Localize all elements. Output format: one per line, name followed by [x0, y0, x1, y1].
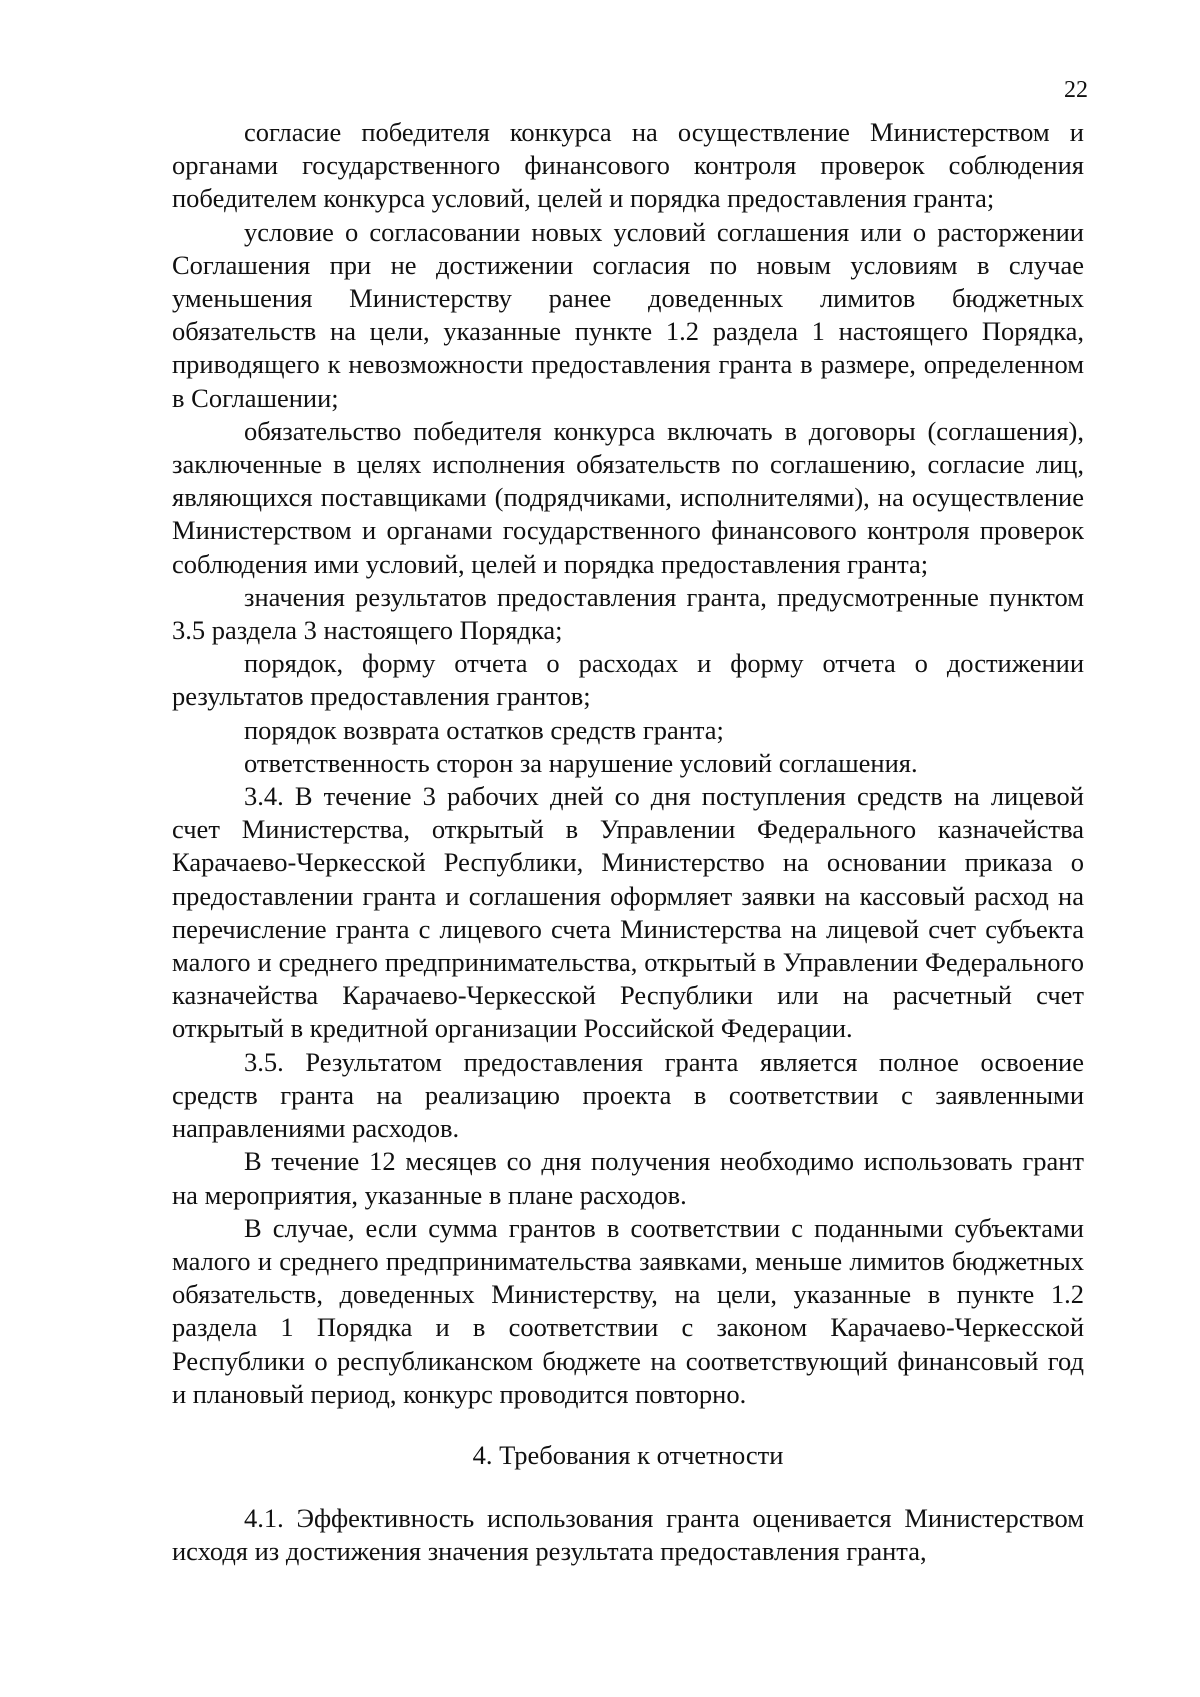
paragraph: 3.5. Результатом предоставления гранта является полное освоение средств гранта на реализацию проекта в соответствии с заявленными направлениями расходов.	[172, 1046, 1084, 1144]
page-number: 22	[1064, 77, 1088, 103]
paragraph: 4.1. Эффективность использования гранта оценивается Министерством исходя из достижения значения результата предоставления гранта,	[172, 1503, 1084, 1567]
paragraph: 3.4. В течение 3 рабочих дней со дня поступления средств на лицевой счет Министерства, открытый в Управлении Федерального казначейства Карачаево-Черкесской Республики, Министерство на основании приказа о предоставлении гранта и соглашения оформляет заявки на кассовый расход на перечисление гранта с лицевого счета Министерства на лицевой счет субъекта малого и среднего предпринимательства, открытый в Управлении Федерального казначейства Карачаево-Черкесской Республики или на расчетный счет открытый в кредитной организации Российской Федерации.	[172, 781, 1084, 1044]
paragraph: В течение 12 месяцев со дня получения необходимо использовать грант на мероприятия, указанные в плане расходов.	[172, 1146, 1084, 1210]
paragraph: значения результатов предоставления гранта, предусмотренные пунктом 3.5 раздела 3 настоящего Порядка;	[172, 581, 1084, 646]
paragraph: обязательство победителя конкурса включать в договоры (соглашения), заключенные в целях исполнения обязательств по соглашению, согласие лиц, являющихся поставщиками (подрядчиками, исполнителями), на осуществление Министерством и органами государственного финансового контроля проверок соблюдения ими условий, целей и порядка предоставления гранта;	[172, 415, 1084, 579]
paragraph: согласие победителя конкурса на осуществление Министерством и органами государственного финансового контроля проверок соблюдения победителем конкурса условий, целей и порядка предоставления гранта;	[172, 117, 1084, 214]
paragraph: В случае, если сумма грантов в соответствии с поданными субъектами малого и среднего предпринимательства заявками, меньше лимитов бюджетных обязательств, доведенных Министерству, на цели, указанные в пункте 1.2 раздела 1 Порядка и в соответствии с законом Карачаево-Черкесской Республики о республиканском бюджете на соответствующий финансовый год и плановый период, конкурс проводится повторно.	[172, 1212, 1084, 1409]
paragraph: порядок возврата остатков средств гранта;	[244, 714, 724, 745]
section-heading: 4. Требования к отчетности	[472, 1439, 784, 1470]
paragraph: условие о согласовании новых условий соглашения или о расторжении Соглашения при не достижении согласия по новым условиям в случае уменьшения Министерству ранее доведенных лимитов бюджетных обязательств на цели, указанные пункте 1.2 раздела 1 настоящего Порядка, приводящего к невозможности предоставления гранта в размере, определенном в Соглашении;	[172, 216, 1084, 413]
paragraph: порядок, форму отчета о расходах и форму отчета о достижении результатов предоставления грантов;	[172, 648, 1084, 712]
paragraph: ответственность сторон за нарушение условий соглашения.	[244, 747, 918, 778]
document-body	[172, 116, 1084, 1569]
